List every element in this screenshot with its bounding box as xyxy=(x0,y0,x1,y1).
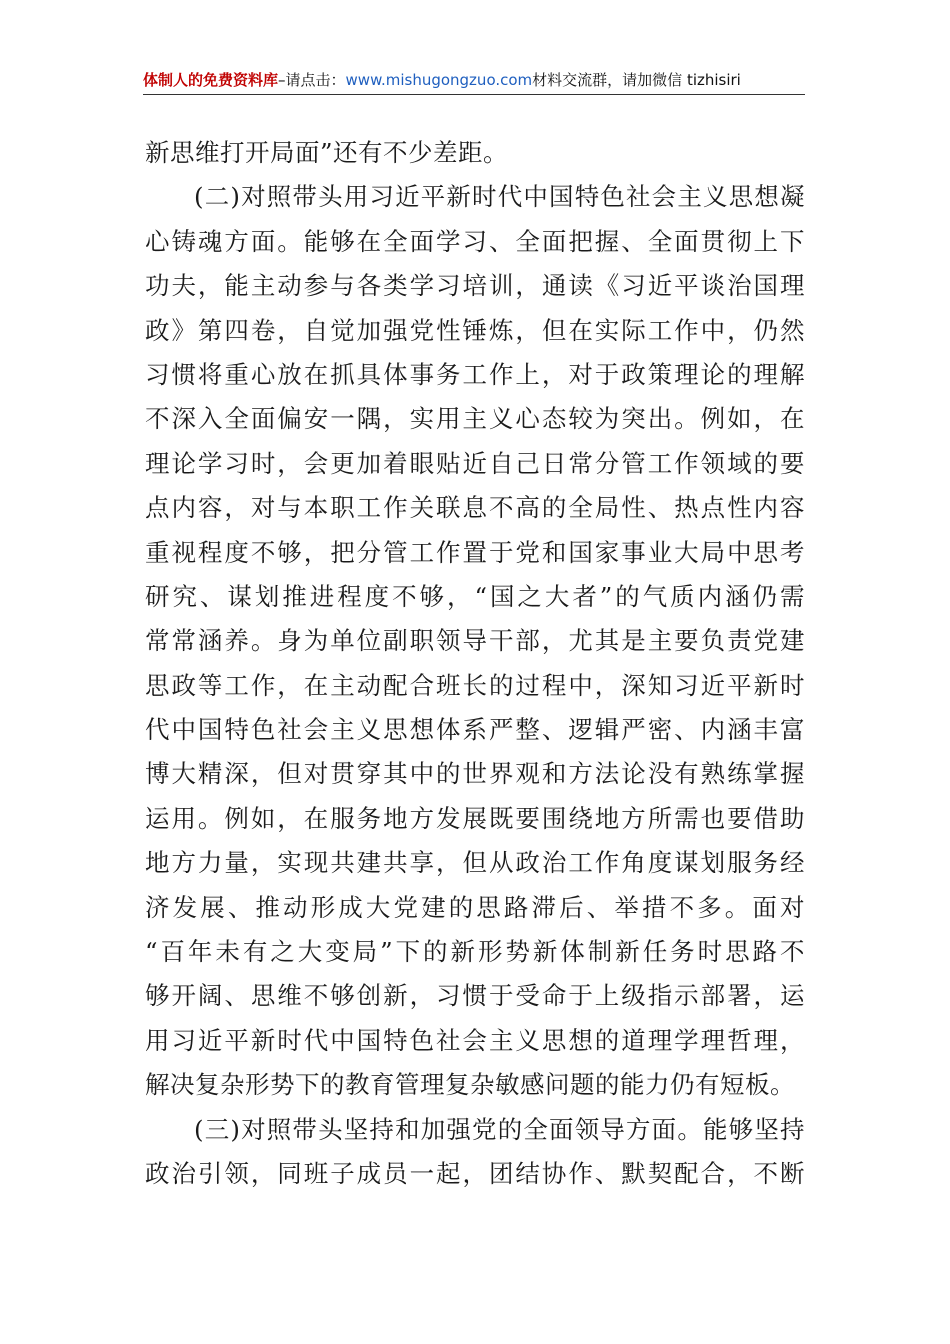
body-text xyxy=(145,131,805,1196)
header-link[interactable]: www.mishugongzuo.com xyxy=(345,71,533,89)
text-line: “百年未有之大变局”下的新形势新体制新任务时思路不 xyxy=(145,937,805,967)
header-brand: 体制人的免费资料库 xyxy=(143,71,279,89)
text-line: 政》第四卷，自觉加强党性锤炼，但在实际工作中，仍然 xyxy=(145,315,805,345)
text-line: 用习近平新时代中国特色社会主义思想的道理学理哲理， xyxy=(145,1025,805,1055)
text-line: (三)对照带头坚持和加强党的全面领导方面。能够坚持 xyxy=(194,1114,805,1144)
text-line: 代中国特色社会主义思想体系严整、逻辑严密、内涵丰富 xyxy=(145,715,805,745)
header-suffix: 材料交流群，请加微信 tizhisiri xyxy=(532,71,741,89)
text-line: 政治引领，同班子成员一起，团结协作、默契配合，不断 xyxy=(145,1158,805,1188)
text-line: 不深入全面偏安一隅，实用主义心态较为突出。例如，在 xyxy=(145,404,805,434)
text-line: 解决复杂形势下的教育管理复杂敏感问题的能力仍有短板。 xyxy=(145,1070,795,1100)
text-line: 理论学习时，会更加着眼贴近自己日常分管工作领域的要 xyxy=(145,448,805,478)
text-line: 济发展、推动形成大党建的思路滞后、举措不多。面对 xyxy=(145,892,805,922)
text-line: 重视程度不够，把分管工作置于党和国家事业大局中思考 xyxy=(145,537,805,567)
text-line: (二)对照带头用习近平新时代中国特色社会主义思想凝 xyxy=(194,182,805,212)
text-line: 博大精深，但对贯穿其中的世界观和方法论没有熟练掌握 xyxy=(145,759,805,789)
text-line: 功夫，能主动参与各类学习培训，通读《习近平谈治国理 xyxy=(145,271,805,301)
text-line: 常常涵养。身为单位副职领导干部，尤其是主要负责党建 xyxy=(145,626,805,656)
text-line: 心铸魂方面。能够在全面学习、全面把握、全面贯彻上下 xyxy=(145,226,805,256)
page-header xyxy=(143,66,805,95)
text-line: 够开阔、思维不够创新，习惯于受命于上级指示部署，运 xyxy=(145,981,805,1011)
text-line: 研究、谋划推进程度不够，“国之大者”的气质内涵仍需 xyxy=(145,581,805,611)
text-line: 思政等工作，在主动配合班长的过程中，深知习近平新时 xyxy=(145,670,805,700)
text-line: 习惯将重心放在抓具体事务工作上，对于政策理论的理解 xyxy=(145,359,805,389)
text-line: 地方力量，实现共建共享，但从政治工作角度谋划服务经 xyxy=(145,848,805,878)
text-line: 新思维打开局面”还有不少差距。 xyxy=(145,138,509,167)
header-prefix: –请点击： xyxy=(278,71,346,89)
text-line: 运用。例如，在服务地方发展既要围绕地方所需也要借助 xyxy=(145,803,805,833)
text-line: 点内容，对与本职工作关联息不高的全局性、热点性内容 xyxy=(145,493,805,523)
